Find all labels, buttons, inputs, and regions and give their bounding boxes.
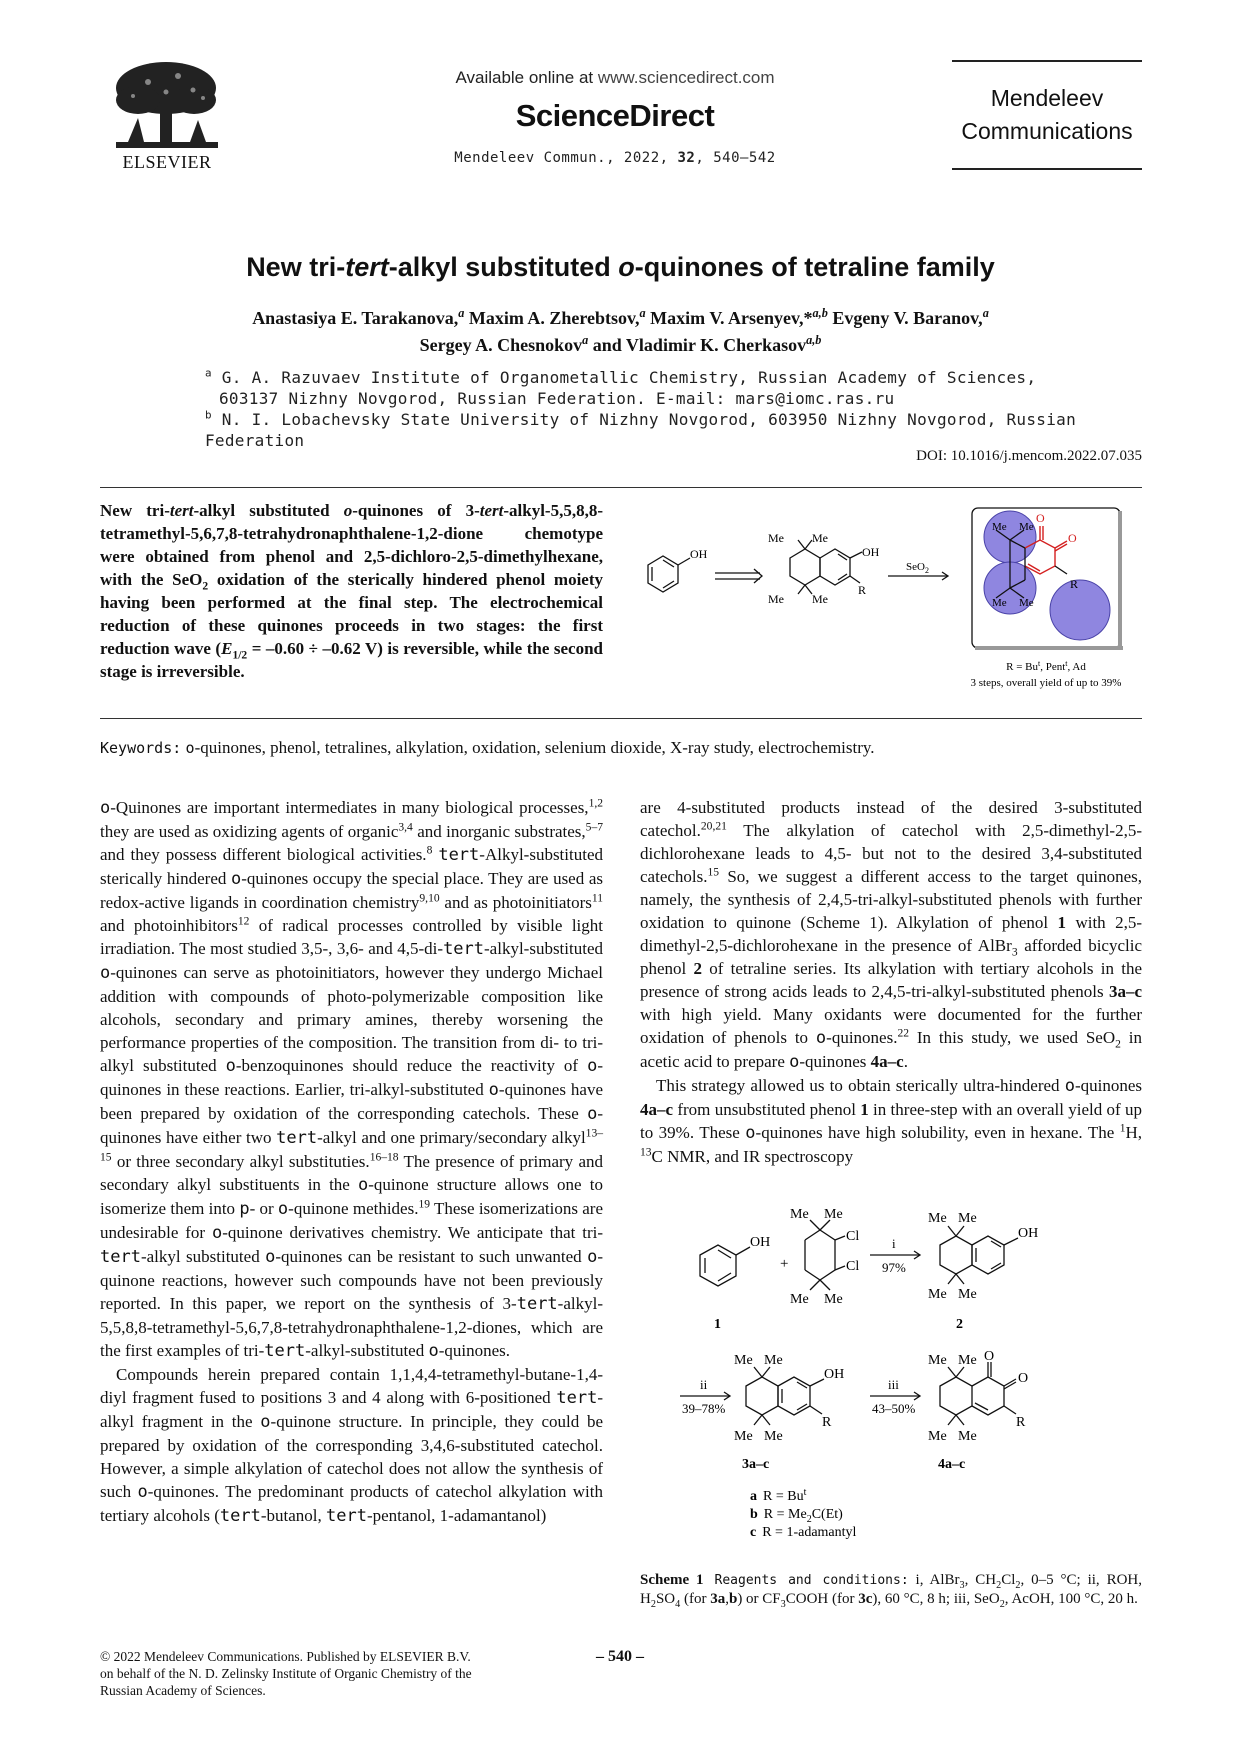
ga-r-1: R (858, 583, 867, 597)
sc-yield-iii: 43–50% (872, 1401, 916, 1416)
authors-line-1: Anastasiya E. Tarakanova,$^a$ Maxim A. Zherebtsov,$^a$ Maxim V. Arsenyev,*$^{a,b}$ Evgeny V. Baranov,$^a$ (252, 306, 989, 328)
sc-me-13: Me (928, 1353, 947, 1368)
sc-step-i: i (892, 1236, 896, 1251)
article-title: New tri-tert-alkyl substituted o-quinones of tetraline family (246, 252, 995, 282)
keywords: Keywords: o-quinones, phenol, tetralines, alkylation, oxidation, selenium dioxide, X-ray study, electrochemistry. (100, 738, 875, 757)
tree-logo-icon (108, 58, 226, 154)
ga-me-5: Me (992, 521, 1007, 533)
elsevier-logo (108, 58, 226, 154)
ga-me-7: Me (992, 597, 1007, 609)
authors (100, 305, 1141, 359)
sc-me-2: Me (824, 1207, 843, 1222)
sciencedirect-logo[interactable]: ScienceDirect (515, 98, 715, 133)
sc-me-8: Me (958, 1287, 977, 1302)
authors-line-2: Sergey A. Chesnokov$^a$ and Vladimir K. Cherkasov$^{a,b}$ (419, 333, 822, 355)
journal-name-line2: Communications (961, 118, 1133, 144)
ga-o-2: O (1068, 531, 1077, 545)
abstract: New tri-tert-alkyl substituted o-quinones of 3-tert-alkyl-5,5,8,8-tetramethyl-5,6,7,8-tetrahydronaphthalene-1,2-dione chemotype were obtained from phenol and 2,5-dichloro-2,5-dimethylhexane, with the SeO$_2$ oxidation of the sterically hindered phenol moiety having been performed at the final step. The electrochemical reduction of these quinones proceeds in two stages: the first reduction wave ($E_{1/2} = -0.60 \div -0.62$ V) is reversible, while the second stage is irreversible. (100, 501, 604, 681)
sc-cl-1: Cl (846, 1229, 860, 1244)
affiliations (205, 367, 1085, 451)
sc-label-4: 4a–c (938, 1457, 966, 1472)
sc-me-10: Me (764, 1353, 783, 1368)
rule-bottom (100, 718, 1142, 719)
ga-r-2: R (1070, 577, 1079, 591)
sc-me-11: Me (734, 1429, 753, 1444)
sc-me-14: Me (958, 1353, 977, 1368)
sc-label-3: 3a–c (742, 1457, 770, 1472)
affiliation-a: $^a$ G. A. Razuvaev Institute of Organometallic Chemistry, Russian Academy of Sciences, (205, 366, 1037, 387)
sc-step-ii: ii (700, 1377, 708, 1392)
ga-yield-caption: 3 steps, overall yield of up to 39% (970, 677, 1122, 689)
paragraph-3: are 4-substituted products instead of the desired 3-substituted catechol.$^{20,21}$ The alkylation of catechol with 2,5-dimethyl-2,5-dichlorohexane leads to 4,5- but not to the desired 3,4-substituted catechols.$^{15}$ So, we suggest a different access to the target quinones, namely, the synthesis of 2,4,5-tri-alkyl-substituted phenols with further oxidation to quinone (Scheme 1). Alkylation of phenol 1 with 2,5-dimethyl-2,5-dichlorohexane in the presence of AlBr$_3$ afforded bicyclic phenol 2 of tetraline series. Its alkylation with tertiary alcohols in the presence of strong acids leads to 2,4,5-tri-alkyl-substituted phenols 3a–c with high yield. Many oxidants were documented for the further oxidation of phenols to o-quinones.$^{22}$ In this study, we used SeO$_2$ in acetic acid to prepare o-quinones 4a–c. (640, 798, 1143, 1072)
graphical-abstract (630, 500, 1142, 700)
scheme-1 (670, 1200, 1140, 1560)
citation: Mendeleev Commun., 2022, 32, 540–542 (454, 150, 776, 166)
sc-o-1: O (984, 1349, 995, 1364)
sc-me-4: Me (824, 1292, 843, 1307)
ga-o-1: O (1036, 511, 1045, 525)
publisher-name: ELSEVIER (122, 152, 212, 172)
scheme-1-drawing (670, 1200, 1140, 1560)
body-column-right (640, 796, 1142, 1168)
sc-label-2: 2 (956, 1317, 963, 1332)
ga-me-1: Me (768, 531, 784, 545)
paragraph-4: This strategy allowed us to obtain sterically ultra-hindered o-quinones 4a–c from unsubstituted phenol 1 in three-step with an overall yield of up to 39%. These o-quinones have high solubility, even in hexane. The $^1$H, $^{13}$C NMR, and IR spectroscopy (640, 1076, 1143, 1166)
paragraph-2: Compounds herein prepared contain 1,1,4,4-tetramethyl-butane-1,4-diyl fragment fused to positions 3 and 4 along with 6-positioned tert-alkyl fragment in the o-quinone structure. In principle, they could be prepared by oxidation of the corresponding 3,4,6-substituted catechol. However, a simple alkylation of catechol does not allow the synthesis of such o-quinones. The predominant products of catechol alkylation with tertiary alcohols (tert-butanol, tert-pentanol, 1-adamantanol) (100, 1365, 603, 1526)
rule-top (100, 487, 1142, 488)
sc-yield-ii: 39–78% (682, 1401, 726, 1416)
available-online: Available online at www.sciencedirect.com (455, 68, 775, 87)
sc-step-iii: iii (888, 1377, 899, 1392)
ga-me-8: Me (1019, 597, 1034, 609)
sciencedirect-link[interactable]: www.sciencedirect.com (597, 68, 775, 87)
sc-r-1: R (822, 1415, 832, 1430)
ga-oh-2: OH (862, 545, 880, 559)
ga-seo2: SeO$_2$ (906, 561, 929, 575)
page-number: – 540 – (596, 1648, 644, 1665)
affiliation-a-line2: 603137 Nizhny Novgorod, Russian Federation. E-mail: mars@iomc.ras.ru (219, 389, 895, 408)
sc-me-16: Me (958, 1429, 977, 1444)
scheme-caption: Scheme 1 Reagents and conditions: i, AlBr$_3$, $CH_2Cl_2$, 0–5 °C; ii, ROH, $H_2SO_4$ (for 3a,b) or $CF_3COOH$ (for 3c), 60 °C, 8 h; iii, SeO$_2$, AcOH, 100 °C, 20 h. (640, 1572, 1142, 1610)
ga-me-3: Me (768, 592, 784, 606)
sc-me-15: Me (928, 1429, 947, 1444)
ga-me-6: Me (1019, 521, 1034, 533)
ga-oh-1: OH (690, 547, 708, 561)
sc-me-6: Me (958, 1211, 977, 1226)
journal-name-box (952, 60, 1142, 170)
sc-yield-i: 97% (882, 1260, 906, 1275)
sc-oh-3: OH (824, 1367, 845, 1382)
sc-me-3: Me (790, 1292, 809, 1307)
sc-plus: + (780, 1256, 789, 1272)
sc-oh-1: OH (750, 1235, 771, 1250)
sc-sub-c: c R = 1-adamantyl (750, 1525, 857, 1540)
sc-me-9: Me (734, 1353, 753, 1368)
sc-r-2: R (1016, 1415, 1026, 1430)
sc-sub-b: b $R = Me_2C(Et)$ (750, 1507, 843, 1525)
ga-me-2: Me (812, 531, 828, 545)
sc-me-1: Me (790, 1207, 809, 1222)
journal-name-line1: Mendeleev (990, 85, 1104, 111)
ga-r-caption: $R = Bu^t$, Pent$^t$, Ad (1006, 659, 1086, 673)
sc-oh-2: OH (1018, 1226, 1039, 1241)
doi[interactable]: DOI: 10.1016/j.mencom.2022.07.035 (916, 448, 1142, 464)
ga-me-4: Me (812, 592, 828, 606)
sc-label-1: 1 (714, 1317, 721, 1332)
sc-me-5: Me (928, 1211, 947, 1226)
sc-cl-2: Cl (846, 1259, 860, 1274)
sc-o-2: O (1018, 1371, 1029, 1386)
affiliation-b: $^b$ N. I. Lobachevsky State University of Nizhny Novgorod, 603950 Nizhny Novgorod, Russian Federation (205, 408, 1077, 450)
paragraph-1: o-Quinones are important intermediates in many biological processes,$^{1,2}$ they are used as oxidizing agents of organic$^{3,4}$ and inorganic substrates,$^{5-7}$ and they possess different biological activities.$^8$ tert-Alkyl-substituted sterically hindered o-quinones occupy the special place. They are used as redox-active ligands in coordination chemistry$^{9,10}$ and as photoinitiators$^{11}$ and photoinhibitors$^{12}$ of radical processes controlled by visible light irradiation. The most studied 3,5-, 3,6- and 4,5-di-tert-alkyl-substituted o-quinones can serve as photoinitiators, however they undergo Michael addition with compounds of photo-polymerizable composition like alcohols, secondary and primary amines, thereby worsening the performance properties of the composition. The transition from di- to tri-alkyl substituted o-benzoquinones should reduce the reactivity of o-quinones in these reactions. Earlier, tri-alkyl-substituted o-quinones have been prepared by oxidation of the corresponding catechols. These o-quinones have either two tert-alkyl and one primary/secondary alkyl$^{13-15}$ or three secondary alkyl substituties.$^{16-18}$ The presence of primary and secondary alkyl substituents in the o-quinone structure allows one to isomerize them into p- or o-quinone methides.$^{19}$ These isomerizations are undesirable for o-quinone derivatives chemistry. We anticipate that tri-tert-alkyl substituted o-quinones can be resistant to such unwanted o-quinone reactions, however such compounds have not been previously reported. In this paper, we report on the synthesis of 3-tert-alkyl-5,5,8,8-tetramethyl-5,6,7,8-tetrahydronaphthalene-1,2-diones, which are the first examples of tri-tert-alkyl-substituted o-quinones. (100, 796, 604, 1361)
graphical-abstract-scheme (630, 500, 1142, 700)
ga-sphere-3 (1050, 580, 1110, 640)
body-column-left (100, 796, 603, 1528)
sc-me-7: Me (928, 1287, 947, 1302)
sc-sub-a: a $R = Bu^t$ (750, 1487, 807, 1504)
sc-me-12: Me (764, 1429, 783, 1444)
copyright: © 2022 Mendeleev Communications. Published by ELSEVIER B.V. on behalf of the N. D. Zelinsky Institute of Organic Chemistry of the Russian Academy of Sciences. (100, 1649, 472, 1698)
